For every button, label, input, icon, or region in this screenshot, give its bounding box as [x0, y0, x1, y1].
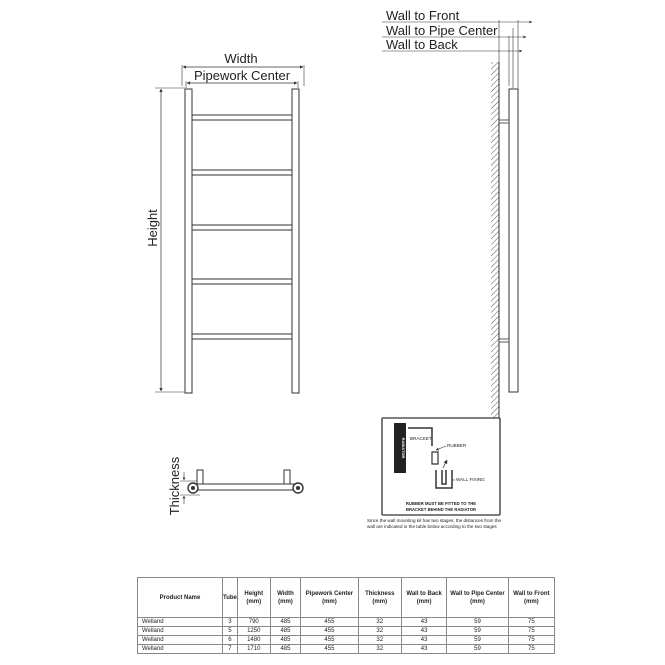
- cell-product-name: Welland: [138, 636, 223, 645]
- wall-hatch: [491, 62, 499, 425]
- cell-wall-to-pipe-center: 59: [447, 636, 508, 645]
- cross-bar: [192, 225, 292, 230]
- width-label: Width: [224, 51, 258, 66]
- cell-wall-to-pipe-center: 59: [447, 618, 508, 627]
- bracket-label: BRACKET: [410, 436, 432, 441]
- caption-line-2: wall are indicated in the table below according to the two stages: [367, 524, 497, 529]
- table-row: [138, 636, 555, 645]
- header-wall-to-front: Wall to Front (mm): [508, 578, 554, 618]
- wall-bracket-bottom: [499, 339, 509, 342]
- cell-tube: 5: [223, 627, 238, 636]
- height-label: Height: [145, 209, 160, 247]
- table-row: [138, 627, 555, 636]
- spec-table: [137, 577, 555, 654]
- cell-width: 485: [270, 618, 301, 627]
- cell-product-name: Welland: [138, 645, 223, 654]
- header-pipework-center: Pipework Center (mm): [301, 578, 358, 618]
- thickness-label: Thickness: [167, 456, 182, 516]
- cell-width: 485: [270, 627, 301, 636]
- cell-thickness: 32: [358, 618, 401, 627]
- cross-bar: [192, 279, 292, 284]
- warning-line-1: RUBBER MUST BE FITTED TO THE: [405, 501, 477, 506]
- cell-wall-to-pipe-center: 59: [447, 627, 508, 636]
- cell-thickness: 32: [358, 636, 401, 645]
- bracket-inset: [382, 418, 500, 515]
- header-thickness: Thickness (mm): [358, 578, 401, 618]
- right-side-bar: [292, 89, 299, 393]
- cell-tube: 6: [223, 636, 238, 645]
- cell-product-name: Welland: [138, 618, 223, 627]
- cell-wall-to-front: 75: [508, 627, 554, 636]
- header-product-name: Product Name: [138, 578, 223, 618]
- top-view-bar: [190, 484, 302, 490]
- cell-tube: 7: [223, 645, 238, 654]
- header-tube: Tube: [223, 578, 238, 618]
- cell-tube: 3: [223, 618, 238, 627]
- header-wall-to-pipe-center: Wall to Pipe Center (mm): [447, 578, 508, 618]
- pipework-center-label: Pipework Center: [193, 68, 291, 83]
- caption-line-1: Since the wall mounting kit has two stages, the distances from the: [367, 518, 502, 523]
- radiator-side-profile: [509, 89, 518, 392]
- cell-wall-to-front: 75: [508, 618, 554, 627]
- wall-to-back-label: Wall to Back: [386, 37, 458, 52]
- header-wall-to-back: Wall to Back (mm): [401, 578, 446, 618]
- cell-wall-to-pipe-center: 59: [447, 645, 508, 654]
- cell-height: 1710: [237, 645, 270, 654]
- cell-height: 1480: [237, 636, 270, 645]
- header-height: Height (mm): [237, 578, 270, 618]
- cell-pipework-center: 455: [301, 627, 358, 636]
- rubber-label: RUBBER: [447, 443, 467, 448]
- table-header-row: [138, 578, 555, 618]
- cell-wall-to-back: 43: [401, 627, 446, 636]
- cell-width: 485: [270, 645, 301, 654]
- warning-line-2: BRACKET BEHIND THE RADIATOR: [405, 507, 477, 512]
- side-view: [382, 8, 532, 425]
- radiator-tag-label: RADIATOR: [401, 437, 406, 459]
- cross-bar: [192, 115, 292, 120]
- header-width: Width (mm): [270, 578, 301, 618]
- cell-wall-to-front: 75: [508, 636, 554, 645]
- top-view: [167, 456, 303, 515]
- cross-bar: [192, 170, 292, 175]
- table-row: [138, 645, 555, 654]
- cell-thickness: 32: [358, 627, 401, 636]
- cell-thickness: 32: [358, 645, 401, 654]
- front-view: [145, 51, 304, 393]
- cell-pipework-center: 455: [301, 636, 358, 645]
- cell-product-name: Welland: [138, 627, 223, 636]
- rubber-piece: [432, 452, 438, 464]
- cell-wall-to-back: 43: [401, 636, 446, 645]
- wall-to-front-label: Wall to Front: [386, 8, 460, 23]
- wall-fixing-label: WALL FIXING: [456, 477, 485, 482]
- cell-wall-to-front: 75: [508, 645, 554, 654]
- left-side-bar: [185, 89, 192, 393]
- left-valve-stub: [197, 470, 203, 484]
- cross-bar: [192, 334, 292, 339]
- cell-width: 485: [270, 636, 301, 645]
- cell-pipework-center: 455: [301, 645, 358, 654]
- cell-pipework-center: 455: [301, 618, 358, 627]
- cell-wall-to-back: 43: [401, 645, 446, 654]
- cell-height: 790: [237, 618, 270, 627]
- wall-bracket-top: [499, 120, 509, 123]
- table-row: [138, 618, 555, 627]
- cell-wall-to-back: 43: [401, 618, 446, 627]
- right-valve-stub: [284, 470, 290, 484]
- wall-to-pipe-center-label: Wall to Pipe Center: [386, 23, 498, 38]
- cell-height: 1250: [237, 627, 270, 636]
